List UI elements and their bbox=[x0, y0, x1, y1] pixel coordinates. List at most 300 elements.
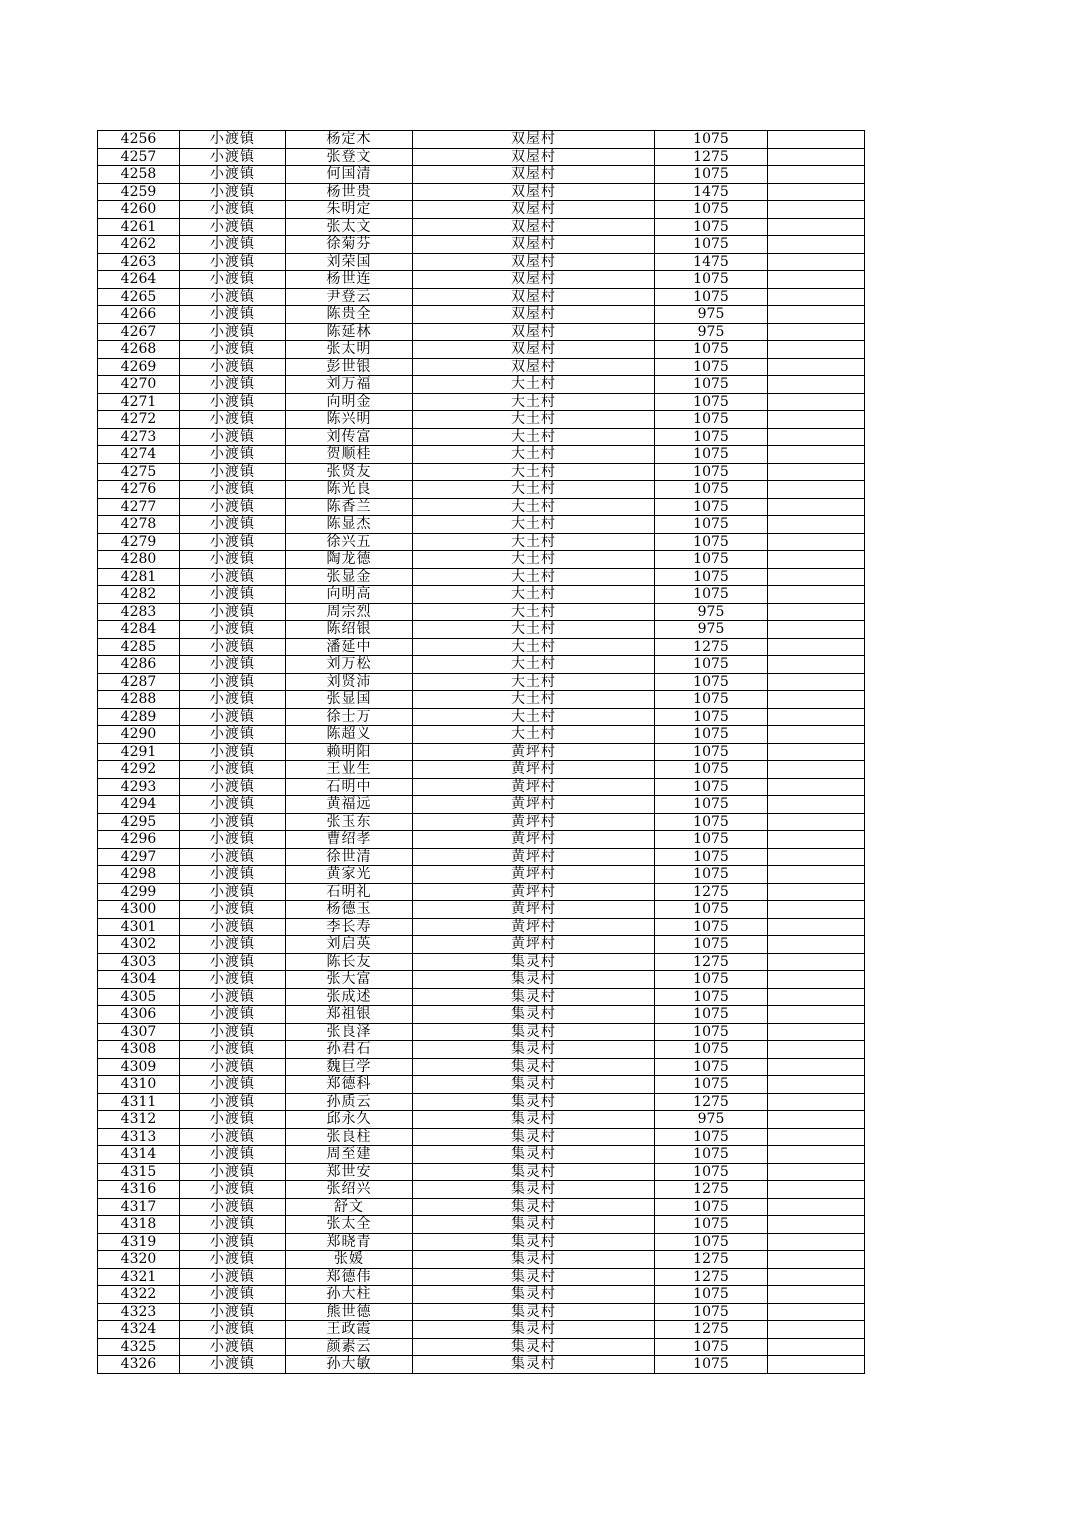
town-cell: 小渡镇 bbox=[180, 253, 286, 271]
town-cell: 小渡镇 bbox=[180, 656, 286, 674]
village-cell: 集灵村 bbox=[413, 1041, 655, 1059]
town-cell: 小渡镇 bbox=[180, 341, 286, 359]
table-row bbox=[98, 446, 865, 464]
note-cell bbox=[768, 1023, 865, 1041]
town-cell: 小渡镇 bbox=[180, 463, 286, 481]
person-name-cell: 徐士万 bbox=[286, 708, 413, 726]
table-row bbox=[98, 1233, 865, 1251]
serial-number-cell: 4324 bbox=[98, 1321, 180, 1339]
town-cell: 小渡镇 bbox=[180, 1111, 286, 1129]
note-cell bbox=[768, 1303, 865, 1321]
town-cell: 小渡镇 bbox=[180, 1268, 286, 1286]
table-row bbox=[98, 1041, 865, 1059]
person-name-cell: 魏巨学 bbox=[286, 1058, 413, 1076]
person-name-cell: 张玉东 bbox=[286, 813, 413, 831]
person-name-cell: 赖明阳 bbox=[286, 743, 413, 761]
amount-cell: 1075 bbox=[655, 1041, 768, 1059]
person-name-cell: 潘延中 bbox=[286, 638, 413, 656]
amount-cell: 1275 bbox=[655, 638, 768, 656]
serial-number-cell: 4271 bbox=[98, 393, 180, 411]
note-cell bbox=[768, 621, 865, 639]
note-cell bbox=[768, 586, 865, 604]
town-cell: 小渡镇 bbox=[180, 936, 286, 954]
table-row bbox=[98, 306, 865, 324]
amount-cell: 1075 bbox=[655, 481, 768, 499]
village-cell: 黄坪村 bbox=[413, 901, 655, 919]
amount-cell: 1075 bbox=[655, 463, 768, 481]
village-cell: 大土村 bbox=[413, 411, 655, 429]
table-row bbox=[98, 1006, 865, 1024]
amount-cell: 1075 bbox=[655, 796, 768, 814]
town-cell: 小渡镇 bbox=[180, 1356, 286, 1374]
person-name-cell: 张太文 bbox=[286, 218, 413, 236]
table-row bbox=[98, 1058, 865, 1076]
serial-number-cell: 4316 bbox=[98, 1181, 180, 1199]
town-cell: 小渡镇 bbox=[180, 988, 286, 1006]
table-row bbox=[98, 1321, 865, 1339]
note-cell bbox=[768, 1251, 865, 1269]
village-cell: 集灵村 bbox=[413, 953, 655, 971]
note-cell bbox=[768, 1076, 865, 1094]
amount-cell: 1075 bbox=[655, 1023, 768, 1041]
person-name-cell: 向明金 bbox=[286, 393, 413, 411]
village-cell: 黄坪村 bbox=[413, 743, 655, 761]
amount-cell: 1075 bbox=[655, 1146, 768, 1164]
town-cell: 小渡镇 bbox=[180, 1198, 286, 1216]
note-cell bbox=[768, 638, 865, 656]
note-cell bbox=[768, 691, 865, 709]
amount-cell: 1075 bbox=[655, 166, 768, 184]
village-cell: 大土村 bbox=[413, 481, 655, 499]
note-cell bbox=[768, 481, 865, 499]
person-name-cell: 张良泽 bbox=[286, 1023, 413, 1041]
person-name-cell: 周至建 bbox=[286, 1146, 413, 1164]
serial-number-cell: 4326 bbox=[98, 1356, 180, 1374]
note-cell bbox=[768, 936, 865, 954]
amount-cell: 1275 bbox=[655, 1093, 768, 1111]
person-name-cell: 黄福远 bbox=[286, 796, 413, 814]
table-row bbox=[98, 638, 865, 656]
note-cell bbox=[768, 1198, 865, 1216]
table-row bbox=[98, 743, 865, 761]
serial-number-cell: 4265 bbox=[98, 288, 180, 306]
note-cell bbox=[768, 183, 865, 201]
table-row bbox=[98, 201, 865, 219]
village-cell: 集灵村 bbox=[413, 1321, 655, 1339]
serial-number-cell: 4280 bbox=[98, 551, 180, 569]
amount-cell: 1075 bbox=[655, 201, 768, 219]
serial-number-cell: 4293 bbox=[98, 778, 180, 796]
town-cell: 小渡镇 bbox=[180, 708, 286, 726]
table-row bbox=[98, 1128, 865, 1146]
table-row bbox=[98, 1163, 865, 1181]
village-cell: 双屋村 bbox=[413, 341, 655, 359]
table-row bbox=[98, 271, 865, 289]
town-cell: 小渡镇 bbox=[180, 428, 286, 446]
amount-cell: 1075 bbox=[655, 1128, 768, 1146]
town-cell: 小渡镇 bbox=[180, 481, 286, 499]
amount-cell: 1075 bbox=[655, 1163, 768, 1181]
note-cell bbox=[768, 393, 865, 411]
table-row bbox=[98, 218, 865, 236]
amount-cell: 1075 bbox=[655, 358, 768, 376]
note-cell bbox=[768, 358, 865, 376]
town-cell: 小渡镇 bbox=[180, 691, 286, 709]
town-cell: 小渡镇 bbox=[180, 953, 286, 971]
village-cell: 大土村 bbox=[413, 568, 655, 586]
town-cell: 小渡镇 bbox=[180, 1146, 286, 1164]
town-cell: 小渡镇 bbox=[180, 323, 286, 341]
town-cell: 小渡镇 bbox=[180, 533, 286, 551]
serial-number-cell: 4322 bbox=[98, 1286, 180, 1304]
table-row bbox=[98, 428, 865, 446]
town-cell: 小渡镇 bbox=[180, 1076, 286, 1094]
town-cell: 小渡镇 bbox=[180, 148, 286, 166]
village-cell: 双屋村 bbox=[413, 148, 655, 166]
serial-number-cell: 4263 bbox=[98, 253, 180, 271]
town-cell: 小渡镇 bbox=[180, 236, 286, 254]
serial-number-cell: 4309 bbox=[98, 1058, 180, 1076]
serial-number-cell: 4314 bbox=[98, 1146, 180, 1164]
note-cell bbox=[768, 656, 865, 674]
amount-cell: 1075 bbox=[655, 848, 768, 866]
table-row bbox=[98, 131, 865, 149]
table-row bbox=[98, 1268, 865, 1286]
note-cell bbox=[768, 166, 865, 184]
subsidy-ledger-table bbox=[97, 130, 865, 1374]
amount-cell: 1075 bbox=[655, 1338, 768, 1356]
note-cell bbox=[768, 218, 865, 236]
note-cell bbox=[768, 831, 865, 849]
village-cell: 双屋村 bbox=[413, 253, 655, 271]
serial-number-cell: 4257 bbox=[98, 148, 180, 166]
person-name-cell: 孙大敏 bbox=[286, 1356, 413, 1374]
table-row bbox=[98, 936, 865, 954]
serial-number-cell: 4275 bbox=[98, 463, 180, 481]
village-cell: 黄坪村 bbox=[413, 936, 655, 954]
note-cell bbox=[768, 376, 865, 394]
person-name-cell: 张媛 bbox=[286, 1251, 413, 1269]
village-cell: 黄坪村 bbox=[413, 796, 655, 814]
table-row bbox=[98, 393, 865, 411]
table-row bbox=[98, 148, 865, 166]
town-cell: 小渡镇 bbox=[180, 586, 286, 604]
person-name-cell: 石明礼 bbox=[286, 883, 413, 901]
person-name-cell: 陈香兰 bbox=[286, 498, 413, 516]
amount-cell: 1075 bbox=[655, 533, 768, 551]
village-cell: 双屋村 bbox=[413, 288, 655, 306]
town-cell: 小渡镇 bbox=[180, 603, 286, 621]
note-cell bbox=[768, 411, 865, 429]
note-cell bbox=[768, 306, 865, 324]
note-cell bbox=[768, 1268, 865, 1286]
village-cell: 大土村 bbox=[413, 691, 655, 709]
village-cell: 黄坪村 bbox=[413, 761, 655, 779]
table-row bbox=[98, 1076, 865, 1094]
table-row bbox=[98, 883, 865, 901]
note-cell bbox=[768, 1093, 865, 1111]
note-cell bbox=[768, 1286, 865, 1304]
village-cell: 集灵村 bbox=[413, 971, 655, 989]
ledger-body bbox=[98, 131, 865, 1374]
person-name-cell: 刘启英 bbox=[286, 936, 413, 954]
village-cell: 黄坪村 bbox=[413, 831, 655, 849]
serial-number-cell: 4268 bbox=[98, 341, 180, 359]
amount-cell: 1075 bbox=[655, 831, 768, 849]
serial-number-cell: 4279 bbox=[98, 533, 180, 551]
table-row bbox=[98, 1286, 865, 1304]
amount-cell: 1275 bbox=[655, 1181, 768, 1199]
table-row bbox=[98, 411, 865, 429]
town-cell: 小渡镇 bbox=[180, 866, 286, 884]
note-cell bbox=[768, 1321, 865, 1339]
town-cell: 小渡镇 bbox=[180, 166, 286, 184]
table-row bbox=[98, 1093, 865, 1111]
town-cell: 小渡镇 bbox=[180, 726, 286, 744]
town-cell: 小渡镇 bbox=[180, 1023, 286, 1041]
table-row bbox=[98, 796, 865, 814]
village-cell: 大土村 bbox=[413, 656, 655, 674]
person-name-cell: 张贤友 bbox=[286, 463, 413, 481]
amount-cell: 1075 bbox=[655, 446, 768, 464]
serial-number-cell: 4276 bbox=[98, 481, 180, 499]
amount-cell: 1075 bbox=[655, 516, 768, 534]
person-name-cell: 张太明 bbox=[286, 341, 413, 359]
village-cell: 大土村 bbox=[413, 673, 655, 691]
town-cell: 小渡镇 bbox=[180, 131, 286, 149]
village-cell: 双屋村 bbox=[413, 236, 655, 254]
amount-cell: 1075 bbox=[655, 218, 768, 236]
person-name-cell: 彭世银 bbox=[286, 358, 413, 376]
person-name-cell: 刘万松 bbox=[286, 656, 413, 674]
note-cell bbox=[768, 428, 865, 446]
amount-cell: 1075 bbox=[655, 376, 768, 394]
serial-number-cell: 4281 bbox=[98, 568, 180, 586]
town-cell: 小渡镇 bbox=[180, 358, 286, 376]
note-cell bbox=[768, 271, 865, 289]
person-name-cell: 孙大柱 bbox=[286, 1286, 413, 1304]
person-name-cell: 陈光良 bbox=[286, 481, 413, 499]
village-cell: 大土村 bbox=[413, 393, 655, 411]
serial-number-cell: 4264 bbox=[98, 271, 180, 289]
amount-cell: 1075 bbox=[655, 271, 768, 289]
amount-cell: 1075 bbox=[655, 288, 768, 306]
table-row bbox=[98, 761, 865, 779]
town-cell: 小渡镇 bbox=[180, 673, 286, 691]
note-cell bbox=[768, 498, 865, 516]
table-row bbox=[98, 1216, 865, 1234]
amount-cell: 1075 bbox=[655, 551, 768, 569]
table-row bbox=[98, 341, 865, 359]
town-cell: 小渡镇 bbox=[180, 1303, 286, 1321]
note-cell bbox=[768, 1006, 865, 1024]
town-cell: 小渡镇 bbox=[180, 183, 286, 201]
amount-cell: 1075 bbox=[655, 568, 768, 586]
amount-cell: 1075 bbox=[655, 1233, 768, 1251]
serial-number-cell: 4297 bbox=[98, 848, 180, 866]
amount-cell: 1075 bbox=[655, 988, 768, 1006]
serial-number-cell: 4325 bbox=[98, 1338, 180, 1356]
town-cell: 小渡镇 bbox=[180, 1163, 286, 1181]
serial-number-cell: 4266 bbox=[98, 306, 180, 324]
town-cell: 小渡镇 bbox=[180, 201, 286, 219]
amount-cell: 1075 bbox=[655, 813, 768, 831]
note-cell bbox=[768, 288, 865, 306]
person-name-cell: 张大富 bbox=[286, 971, 413, 989]
serial-number-cell: 4290 bbox=[98, 726, 180, 744]
village-cell: 集灵村 bbox=[413, 1338, 655, 1356]
person-name-cell: 何国清 bbox=[286, 166, 413, 184]
serial-number-cell: 4305 bbox=[98, 988, 180, 1006]
amount-cell: 1275 bbox=[655, 883, 768, 901]
note-cell bbox=[768, 341, 865, 359]
village-cell: 大土村 bbox=[413, 621, 655, 639]
serial-number-cell: 4285 bbox=[98, 638, 180, 656]
town-cell: 小渡镇 bbox=[180, 883, 286, 901]
village-cell: 大土村 bbox=[413, 463, 655, 481]
serial-number-cell: 4270 bbox=[98, 376, 180, 394]
town-cell: 小渡镇 bbox=[180, 638, 286, 656]
serial-number-cell: 4283 bbox=[98, 603, 180, 621]
table-row bbox=[98, 1338, 865, 1356]
amount-cell: 975 bbox=[655, 323, 768, 341]
note-cell bbox=[768, 796, 865, 814]
serial-number-cell: 4256 bbox=[98, 131, 180, 149]
village-cell: 集灵村 bbox=[413, 1093, 655, 1111]
village-cell: 大土村 bbox=[413, 726, 655, 744]
serial-number-cell: 4315 bbox=[98, 1163, 180, 1181]
serial-number-cell: 4284 bbox=[98, 621, 180, 639]
person-name-cell: 王政霞 bbox=[286, 1321, 413, 1339]
village-cell: 双屋村 bbox=[413, 271, 655, 289]
note-cell bbox=[768, 201, 865, 219]
note-cell bbox=[768, 813, 865, 831]
person-name-cell: 黄家光 bbox=[286, 866, 413, 884]
table-row bbox=[98, 918, 865, 936]
village-cell: 集灵村 bbox=[413, 1006, 655, 1024]
person-name-cell: 陈超义 bbox=[286, 726, 413, 744]
serial-number-cell: 4299 bbox=[98, 883, 180, 901]
table-row bbox=[98, 568, 865, 586]
town-cell: 小渡镇 bbox=[180, 1338, 286, 1356]
person-name-cell: 杨世贵 bbox=[286, 183, 413, 201]
village-cell: 大土村 bbox=[413, 638, 655, 656]
amount-cell: 1075 bbox=[655, 691, 768, 709]
village-cell: 双屋村 bbox=[413, 323, 655, 341]
serial-number-cell: 4267 bbox=[98, 323, 180, 341]
village-cell: 黄坪村 bbox=[413, 866, 655, 884]
town-cell: 小渡镇 bbox=[180, 1093, 286, 1111]
person-name-cell: 颜素云 bbox=[286, 1338, 413, 1356]
village-cell: 黄坪村 bbox=[413, 778, 655, 796]
amount-cell: 1075 bbox=[655, 1006, 768, 1024]
town-cell: 小渡镇 bbox=[180, 848, 286, 866]
table-row bbox=[98, 848, 865, 866]
village-cell: 大土村 bbox=[413, 603, 655, 621]
table-row bbox=[98, 673, 865, 691]
village-cell: 大土村 bbox=[413, 708, 655, 726]
note-cell bbox=[768, 971, 865, 989]
person-name-cell: 朱明定 bbox=[286, 201, 413, 219]
town-cell: 小渡镇 bbox=[180, 271, 286, 289]
town-cell: 小渡镇 bbox=[180, 831, 286, 849]
person-name-cell: 尹登云 bbox=[286, 288, 413, 306]
serial-number-cell: 4321 bbox=[98, 1268, 180, 1286]
serial-number-cell: 4303 bbox=[98, 953, 180, 971]
village-cell: 集灵村 bbox=[413, 1058, 655, 1076]
amount-cell: 975 bbox=[655, 1111, 768, 1129]
table-row bbox=[98, 533, 865, 551]
town-cell: 小渡镇 bbox=[180, 551, 286, 569]
amount-cell: 1075 bbox=[655, 673, 768, 691]
serial-number-cell: 4289 bbox=[98, 708, 180, 726]
person-name-cell: 陈延林 bbox=[286, 323, 413, 341]
note-cell bbox=[768, 708, 865, 726]
person-name-cell: 王业生 bbox=[286, 761, 413, 779]
town-cell: 小渡镇 bbox=[180, 568, 286, 586]
table-row bbox=[98, 1251, 865, 1269]
serial-number-cell: 4261 bbox=[98, 218, 180, 236]
table-row bbox=[98, 1181, 865, 1199]
note-cell bbox=[768, 918, 865, 936]
village-cell: 集灵村 bbox=[413, 1128, 655, 1146]
table-row bbox=[98, 183, 865, 201]
serial-number-cell: 4274 bbox=[98, 446, 180, 464]
person-name-cell: 邱永久 bbox=[286, 1111, 413, 1129]
serial-number-cell: 4288 bbox=[98, 691, 180, 709]
person-name-cell: 陈兴明 bbox=[286, 411, 413, 429]
amount-cell: 1075 bbox=[655, 708, 768, 726]
serial-number-cell: 4308 bbox=[98, 1041, 180, 1059]
table-row bbox=[98, 358, 865, 376]
table-row bbox=[98, 813, 865, 831]
village-cell: 集灵村 bbox=[413, 1181, 655, 1199]
town-cell: 小渡镇 bbox=[180, 1181, 286, 1199]
village-cell: 双屋村 bbox=[413, 358, 655, 376]
table-row bbox=[98, 988, 865, 1006]
person-name-cell: 陈长友 bbox=[286, 953, 413, 971]
table-row bbox=[98, 621, 865, 639]
person-name-cell: 舒文 bbox=[286, 1198, 413, 1216]
town-cell: 小渡镇 bbox=[180, 621, 286, 639]
amount-cell: 1475 bbox=[655, 183, 768, 201]
table-row bbox=[98, 586, 865, 604]
amount-cell: 1075 bbox=[655, 411, 768, 429]
village-cell: 集灵村 bbox=[413, 1111, 655, 1129]
serial-number-cell: 4318 bbox=[98, 1216, 180, 1234]
note-cell bbox=[768, 516, 865, 534]
amount-cell: 1075 bbox=[655, 131, 768, 149]
village-cell: 集灵村 bbox=[413, 1146, 655, 1164]
note-cell bbox=[768, 533, 865, 551]
serial-number-cell: 4302 bbox=[98, 936, 180, 954]
amount-cell: 1075 bbox=[655, 761, 768, 779]
note-cell bbox=[768, 568, 865, 586]
amount-cell: 1075 bbox=[655, 778, 768, 796]
person-name-cell: 刘传富 bbox=[286, 428, 413, 446]
amount-cell: 1075 bbox=[655, 936, 768, 954]
village-cell: 集灵村 bbox=[413, 1198, 655, 1216]
person-name-cell: 徐世清 bbox=[286, 848, 413, 866]
town-cell: 小渡镇 bbox=[180, 306, 286, 324]
note-cell bbox=[768, 236, 865, 254]
person-name-cell: 徐菊芬 bbox=[286, 236, 413, 254]
serial-number-cell: 4310 bbox=[98, 1076, 180, 1094]
serial-number-cell: 4278 bbox=[98, 516, 180, 534]
table-row bbox=[98, 866, 865, 884]
note-cell bbox=[768, 323, 865, 341]
person-name-cell: 徐兴五 bbox=[286, 533, 413, 551]
